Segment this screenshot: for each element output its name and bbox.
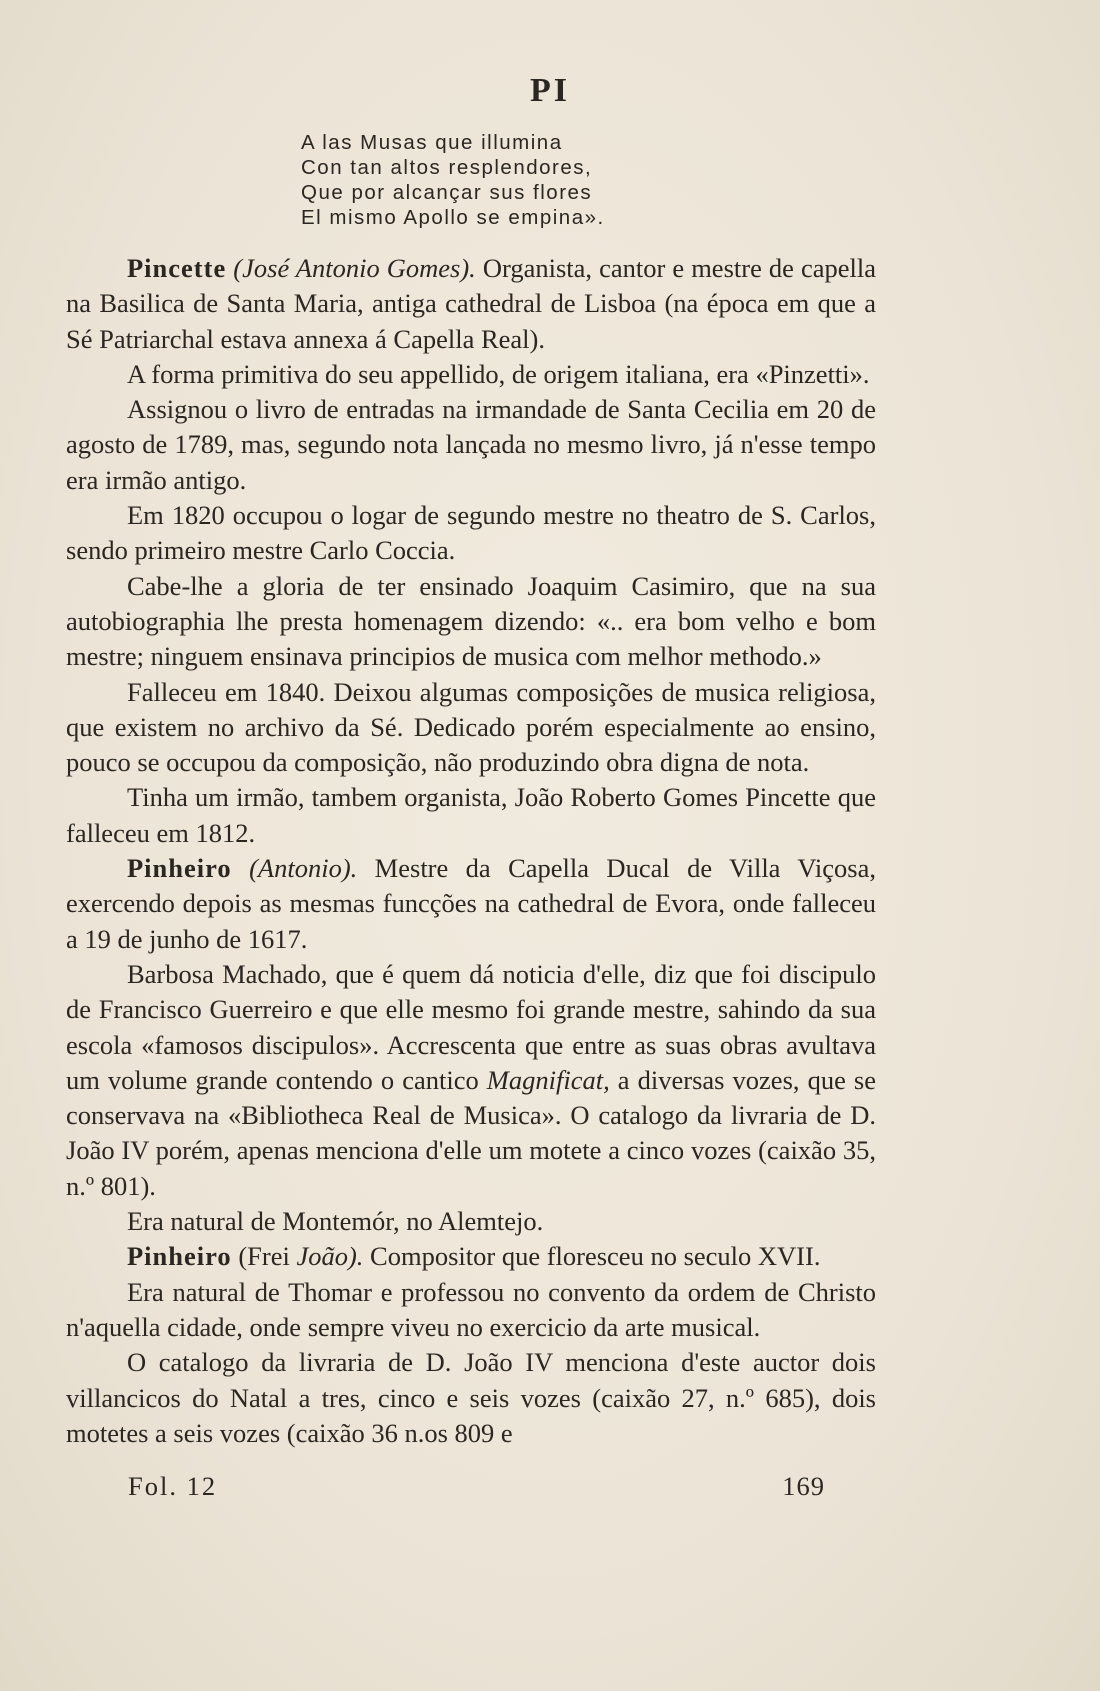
paragraph-text: a diversas vozes, que se conservava na «Bibliotheca Real de Musica». O catalogo da livraria de D. João IV porém, apenas menciona d'elle um motete a cinco vozes (caixão 35, n.º 801). xyxy=(66,1064,876,1201)
poem-quote xyxy=(301,130,605,230)
poem-line: Con tan altos resplendores, xyxy=(301,156,593,179)
poem-line: Que por alcançar sus flores xyxy=(301,181,593,204)
entry-name-italic: João). xyxy=(296,1241,364,1272)
paragraph: A forma primitiva do seu appellido, de origem italiana, era «Pinzetti». xyxy=(127,358,870,389)
paragraph-text: Organista, cantor e mestre de capella na Basilica de Santa Maria, antiga cathedral de Lisboa (na época em que a Sé Patriarchal estava annexa á Capella Real). xyxy=(66,253,876,354)
poem-line: A las Musas que illumina xyxy=(301,131,563,154)
paragraph: Assignou o livro de entradas na irmandade de Santa Cecilia em 20 de agosto de 1789, mas, segundo nota lançada no mesmo livro, já n'esse tempo era irmão antigo. xyxy=(66,394,876,495)
entry-headword: Pinheiro xyxy=(127,1241,232,1272)
paragraph: Cabe-lhe a gloria de ter ensinado Joaquim Casimiro, que na sua autobiographia lhe presta homenagem dizendo: «.. era bom velho e bom mestre; ninguem ensinava principios de musica com melhor methodo.» xyxy=(66,570,876,672)
running-header: PI xyxy=(530,72,570,109)
entry-pinheiro-joao-intro xyxy=(66,1239,876,1274)
paragraph: Era natural de Thomar e professou no convento da ordem de Christo n'aquella cidade, onde sempre viveu no exercicio da arte musical. xyxy=(66,1276,876,1342)
body-text xyxy=(66,251,876,1451)
paragraph-text: Barbosa Machado, que é quem dá noticia d'elle, diz que foi discipulo de Francisco Guerreiro e que elle mesmo foi grande mestre, sahindo da sua escola «famosos discipulos». Accrescenta que entre as suas obras avultava um volume grande contendo o cantico xyxy=(66,958,876,1095)
paragraph xyxy=(66,957,876,1204)
paragraph-text: Mestre da Capella Ducal de Villa Viçosa, exercendo depois as mesmas funcções na cathedral de Evora, onde falleceu a 19 de junho de 1617. xyxy=(66,853,876,954)
entry-headword: Pinheiro xyxy=(127,853,232,884)
entry-name-italic: (José Antonio Gomes). xyxy=(233,253,476,283)
paragraph: O catalogo da livraria de D. João IV menciona d'este auctor dois villancicos do Natal a tres, cinco e seis vozes (caixão 27, n.º 685), dois motetes a seis vozes (caixão 36 n.os 809 e xyxy=(66,1347,876,1448)
entry-headword: Pincette xyxy=(127,253,227,283)
entry-pincette-intro xyxy=(66,251,876,357)
paragraph-text: (Frei xyxy=(231,1241,297,1272)
paragraph: Em 1820 occupou o logar de segundo mestre no theatro de S. Carlos, sendo primeiro mestre Carlo Coccia. xyxy=(66,500,876,566)
poem-line: El mismo Apollo se empina». xyxy=(301,206,605,229)
signature-mark: Fol. 12 xyxy=(128,1471,218,1501)
entry-name-italic: (Antonio). xyxy=(249,853,358,884)
entry-pinheiro-antonio-intro xyxy=(66,851,876,957)
paragraph: Falleceu em 1840. Deixou algumas composições de musica religiosa, que existem no archivo da Sé. Dedicado porém especialmente ao ensino, pouco se occupou da composição, não produzindo obra digna de nota. xyxy=(66,676,876,778)
paragraph: Era natural de Montemór, no Alemtejo. xyxy=(127,1206,544,1237)
paragraph-text: Compositor que floresceu no seculo XVII. xyxy=(363,1241,821,1272)
paragraph: Tinha um irmão, tambem organista, João Roberto Gomes Pincette que falleceu em 1812. xyxy=(66,782,876,848)
page-number: 169 xyxy=(782,1471,825,1501)
italic-title: Magnificat, xyxy=(486,1064,610,1095)
